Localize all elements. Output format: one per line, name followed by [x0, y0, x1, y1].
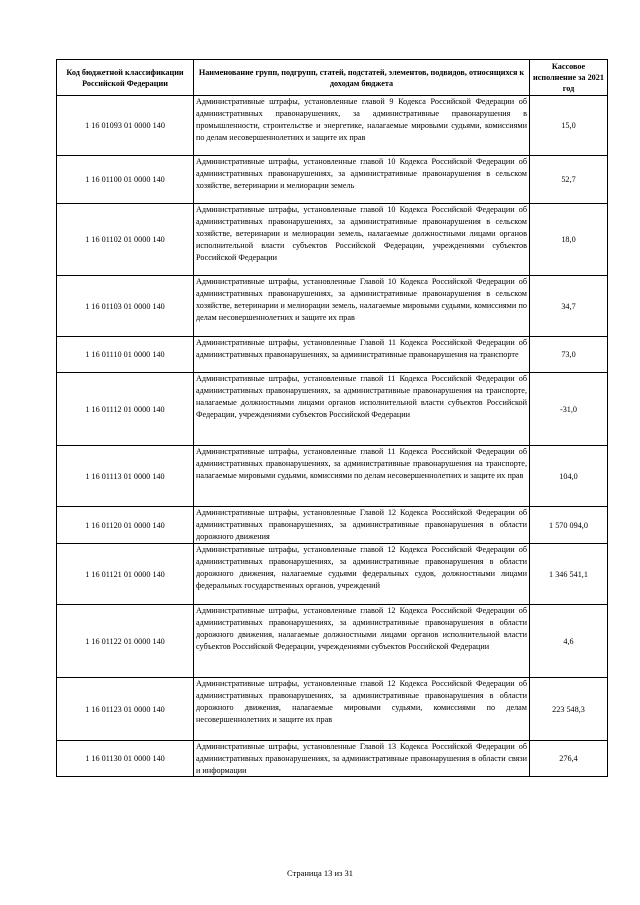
row-name [194, 678, 530, 741]
row-amount: 18,0 [530, 204, 608, 276]
row-amount: 34,7 [530, 276, 608, 337]
row-name [194, 276, 530, 337]
row-amount: 52,7 [530, 156, 608, 204]
row-amount: 1 346 541,1 [530, 544, 608, 605]
row-name [194, 605, 530, 678]
row-code: 1 16 01122 01 0000 140 [57, 605, 194, 678]
page-number: Страница 13 из 31 [286, 868, 354, 878]
row-code: 1 16 01113 01 0000 140 [57, 446, 194, 507]
row-name-text: Административные штрафы, установленные Главой 12 Кодекса Российской Федерации об административных правонарушениях, за административные правонарушения в области дорожного движения [196, 508, 527, 541]
row-code: 1 16 01123 01 0000 140 [57, 678, 194, 741]
row-name [194, 156, 530, 204]
row-amount: 104,0 [530, 446, 608, 507]
table-row [57, 204, 608, 276]
row-name [194, 544, 530, 605]
row-name [194, 96, 530, 156]
header-amount: Кассовое исполнение за 2021 год [530, 60, 608, 96]
row-amount: 4,6 [530, 605, 608, 678]
table-row [57, 678, 608, 741]
row-name [194, 337, 530, 373]
row-amount: -31,0 [530, 373, 608, 446]
table-row [57, 156, 608, 204]
row-name [194, 446, 530, 507]
budget-revenue-table [56, 59, 608, 777]
row-name-text: Административные штрафы, установленные Главой 11 Кодекса Российской Федерации об административных правонарушениях, за административные правонарушения на транспорте [196, 338, 527, 359]
row-amount: 73,0 [530, 337, 608, 373]
row-code: 1 16 01102 01 0000 140 [57, 204, 194, 276]
row-name-text: Административные штрафы, установленные главой 11 Кодекса Российской Федерации об административных правонарушениях, за административные правонарушения на транспорте, налагаемые мировыми судьями, комиссиями по делам несовершеннолетних и защите их прав [196, 447, 527, 480]
row-name [194, 373, 530, 446]
table-row [57, 741, 608, 777]
row-code: 1 16 01100 01 0000 140 [57, 156, 194, 204]
table-row [57, 605, 608, 678]
row-amount: 1 570 094,0 [530, 507, 608, 544]
row-name-text: Административные штрафы, установленные главой 12 Кодекса Российской Федерации об административных правонарушениях, за административные правонарушения в области дорожного движения, налагаемые судьями федеральных судов, должностными лицами федеральных государственных органов, учреждений [196, 545, 527, 590]
row-amount: 276,4 [530, 741, 608, 777]
row-name-text: Административные штрафы, установленные Главой 13 Кодекса Российской Федерации об административных правонарушениях, за административные правонарушения в области связи и информации [196, 742, 527, 775]
row-code: 1 16 01120 01 0000 140 [57, 507, 194, 544]
table-row [57, 507, 608, 544]
table-row [57, 337, 608, 373]
table-row [57, 96, 608, 156]
row-amount: 223 548,3 [530, 678, 608, 741]
table-row [57, 446, 608, 507]
row-code: 1 16 01130 01 0000 140 [57, 741, 194, 777]
row-code: 1 16 01110 01 0000 140 [57, 337, 194, 373]
table-header-row [57, 60, 608, 96]
row-name-text: Административные штрафы, установленные главой 10 Кодекса Российской Федерации об административных правонарушениях, за административные правонарушения в сельском хозяйстве, ветеринарии и мелиорации земель [196, 157, 527, 190]
row-name [194, 204, 530, 276]
header-name: Наименование групп, подгрупп, статей, подстатей, элементов, подвидов, относящихся к доходам бюджета [194, 60, 530, 96]
row-amount: 15,0 [530, 96, 608, 156]
row-name-text: Административные штрафы, установленные главой 10 Кодекса Российской Федерации об административных правонарушениях, за административные правонарушения в сельском хозяйстве, ветеринарии и мелиорации земель, налагаемые должностными лицами органов исполнительной власти субъектов Российской Федерации, учреждениями субъектов Российской Федерации [196, 205, 527, 262]
header-code: Код бюджетной классификации Российской Федерации [57, 60, 194, 96]
table-row [57, 544, 608, 605]
row-name-text: Административные штрафы, установленные Главой 10 Кодекса Российской Федерации об административных правонарушениях, за административные правонарушения в сельском хозяйстве, ветеринарии и мелиорации земель, налагаемые мировыми судьями, комиссиями по делам несовершеннолетних и защите их прав [196, 277, 527, 322]
row-code: 1 16 01121 01 0000 140 [57, 544, 194, 605]
row-name [194, 507, 530, 544]
table-row [57, 373, 608, 446]
row-code: 1 16 01103 01 0000 140 [57, 276, 194, 337]
row-name-text: Административные штрафы, установленные главой 9 Кодекса Российской Федерации об административных правонарушениях, за административные правонарушения в промышленности, строительстве и энергетике, налагаемые мировыми судьями, комиссиями по делам несовершеннолетних и защите их прав [196, 97, 527, 142]
row-name-text: Административные штрафы, установленные главой 11 Кодекса Российской Федерации об административных правонарушениях, за административные правонарушения на транспорте, налагаемые должностными лицами органов исполнительной власти субъектов Российской Федерации, учреждениями субъектов Российской Федерации [196, 374, 527, 419]
row-code: 1 16 01112 01 0000 140 [57, 373, 194, 446]
row-name-text: Административные штрафы, установленные главой 12 Кодекса Российской Федерации об административных правонарушениях, за административные правонарушения в области дорожного движения, налагаемые мировыми судьями, комиссиями по делам несовершеннолетних и защите их прав [196, 679, 527, 724]
table-row [57, 276, 608, 337]
row-code: 1 16 01093 01 0000 140 [57, 96, 194, 156]
row-name-text: Административные штрафы, установленные главой 12 Кодекса Российской Федерации об административных правонарушениях, за административные правонарушения в области дорожного движения, налагаемые должностными лицами органов исполнительной власти субъектов Российской Федерации, учреждениями субъектов Российской Федерации [196, 606, 527, 651]
row-name [194, 741, 530, 777]
